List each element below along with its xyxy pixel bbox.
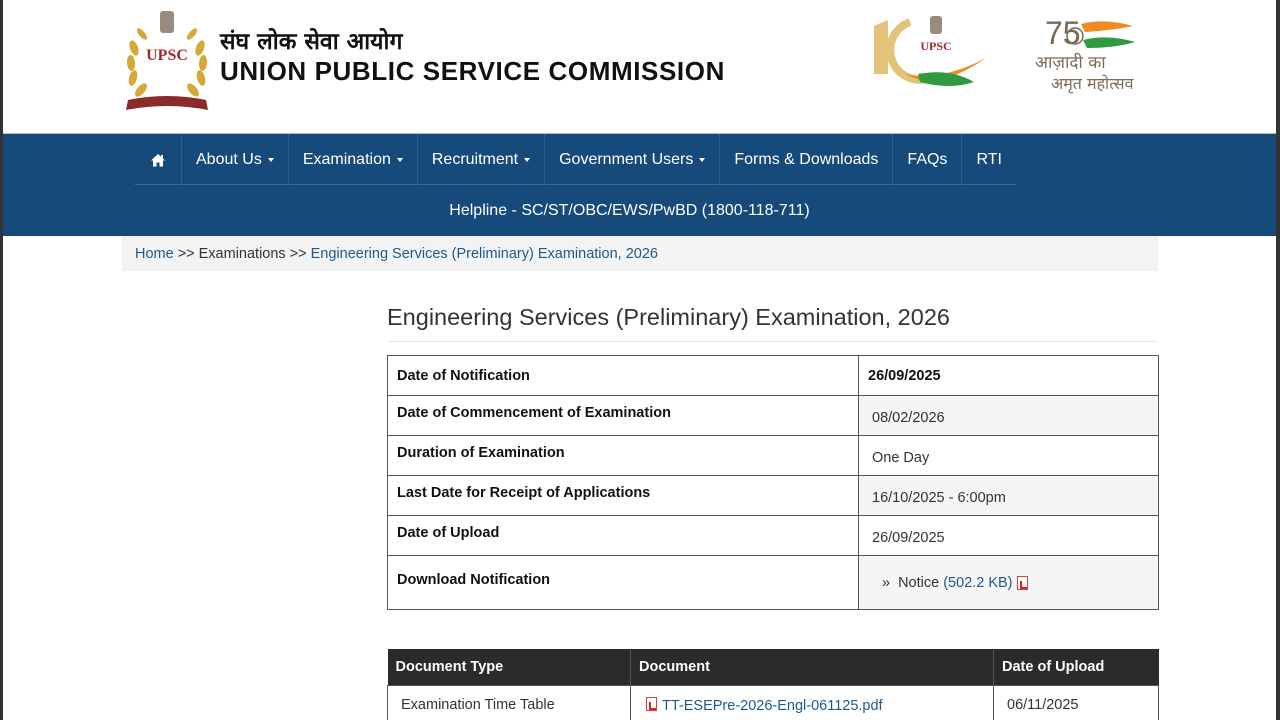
breadcrumb-separator: >>	[177, 245, 195, 262]
nav-about-us[interactable]	[182, 134, 289, 185]
notice-download-link[interactable]	[872, 575, 1145, 591]
caret-down-icon	[524, 158, 530, 162]
table-row	[388, 396, 1159, 436]
column-header: Document	[631, 649, 994, 685]
row-value: 26/09/2025	[859, 516, 1159, 556]
table-row	[388, 436, 1159, 476]
site-title-english: UNION PUBLIC SERVICE COMMISSION	[220, 56, 725, 86]
table-header-row	[388, 649, 1159, 685]
row-label: Date of Upload	[388, 516, 859, 556]
nav-label: About Us	[196, 150, 262, 168]
divider	[387, 341, 1158, 342]
nav-faqs[interactable]	[893, 134, 962, 185]
document-type: Examination Time Table	[388, 685, 631, 720]
row-value: One Day	[859, 436, 1159, 476]
breadcrumb-home[interactable]: Home	[135, 245, 174, 262]
upsc-emblem-logo[interactable]	[124, 8, 210, 118]
breadcrumb-current[interactable]: Engineering Services (Preliminary) Examination, 2026	[310, 245, 658, 262]
nav-label: Government Users	[559, 150, 694, 168]
site-header	[0, 0, 1280, 133]
nav-label: RTI	[976, 150, 1002, 168]
documents-table	[387, 649, 1159, 720]
nav-examination[interactable]	[289, 134, 418, 185]
notice-label: Notice	[898, 574, 940, 591]
pdf-icon[interactable]	[1017, 576, 1028, 590]
table-row	[388, 516, 1159, 556]
exam-details-table	[387, 355, 1159, 610]
nav-label: FAQs	[907, 150, 948, 168]
document-link[interactable]: TT-ESEPre-2026-Engl-061125.pdf	[662, 697, 883, 714]
nav-label: Forms & Downloads	[734, 150, 879, 168]
breadcrumb	[122, 236, 1158, 271]
column-header: Date of Upload	[994, 649, 1159, 685]
column-header: Document Type	[388, 649, 631, 685]
nav-label: Recruitment	[431, 150, 519, 168]
row-value: 26/09/2025	[859, 356, 1159, 396]
row-value: 16/10/2025 - 6:00pm	[859, 476, 1159, 516]
row-value	[859, 556, 1159, 610]
nav-menu	[135, 134, 1016, 185]
upsc-centenary-logo	[870, 12, 990, 90]
bullet: »	[882, 574, 891, 591]
caret-down-icon	[397, 158, 403, 162]
table-row	[388, 685, 1159, 720]
breadcrumb-separator: >>	[289, 245, 307, 262]
row-label: Duration of Examination	[388, 436, 859, 476]
row-label: Date of Commencement of Examination	[388, 396, 859, 436]
azadi-ka-amrit-mahotsav-logo	[1035, 14, 1150, 94]
page-title: Engineering Services (Preliminary) Examination, 2026	[387, 304, 950, 330]
row-label: Last Date for Receipt of Applications	[388, 476, 859, 516]
table-row	[388, 476, 1159, 516]
notice-file-size[interactable]: (502.2 KB)	[943, 574, 1013, 591]
row-label: Download Notification	[388, 556, 859, 610]
document-date: 06/11/2025	[994, 685, 1159, 720]
svg-text:UPSC: UPSC	[920, 39, 952, 53]
nav-forms-downloads[interactable]	[720, 134, 893, 185]
azadi-text-line2: अमृत महोत्सव	[1051, 74, 1134, 93]
main-navbar	[3, 133, 1276, 236]
row-value: 08/02/2026	[859, 396, 1159, 436]
svg-text:75: 75	[1045, 15, 1081, 51]
breadcrumb-examinations: Examinations	[198, 245, 286, 262]
helpline-link[interactable]: Helpline - SC/ST/OBC/EWS/PwBD (1800-118-711)	[449, 202, 810, 219]
table-row	[388, 356, 1159, 396]
home-icon	[150, 153, 166, 167]
row-label: Date of Notification	[388, 356, 859, 396]
nav-recruitment[interactable]	[418, 134, 545, 185]
caret-down-icon	[699, 158, 705, 162]
nav-government-users[interactable]	[545, 134, 720, 185]
azadi-text-line1: आज़ादी का	[1035, 53, 1106, 73]
caret-down-icon	[268, 158, 274, 162]
document-cell	[631, 685, 994, 720]
pdf-icon	[646, 697, 657, 711]
nav-label: Examination	[302, 150, 391, 168]
window-border-right	[1276, 0, 1280, 720]
nav-rti[interactable]	[962, 134, 1015, 185]
site-title-hindi: संघ लोक सेवा आयोग	[220, 29, 403, 55]
nav-home[interactable]	[135, 134, 182, 185]
window-border-left	[0, 0, 3, 720]
table-row	[388, 556, 1159, 610]
svg-text:UPSC: UPSC	[146, 47, 188, 64]
